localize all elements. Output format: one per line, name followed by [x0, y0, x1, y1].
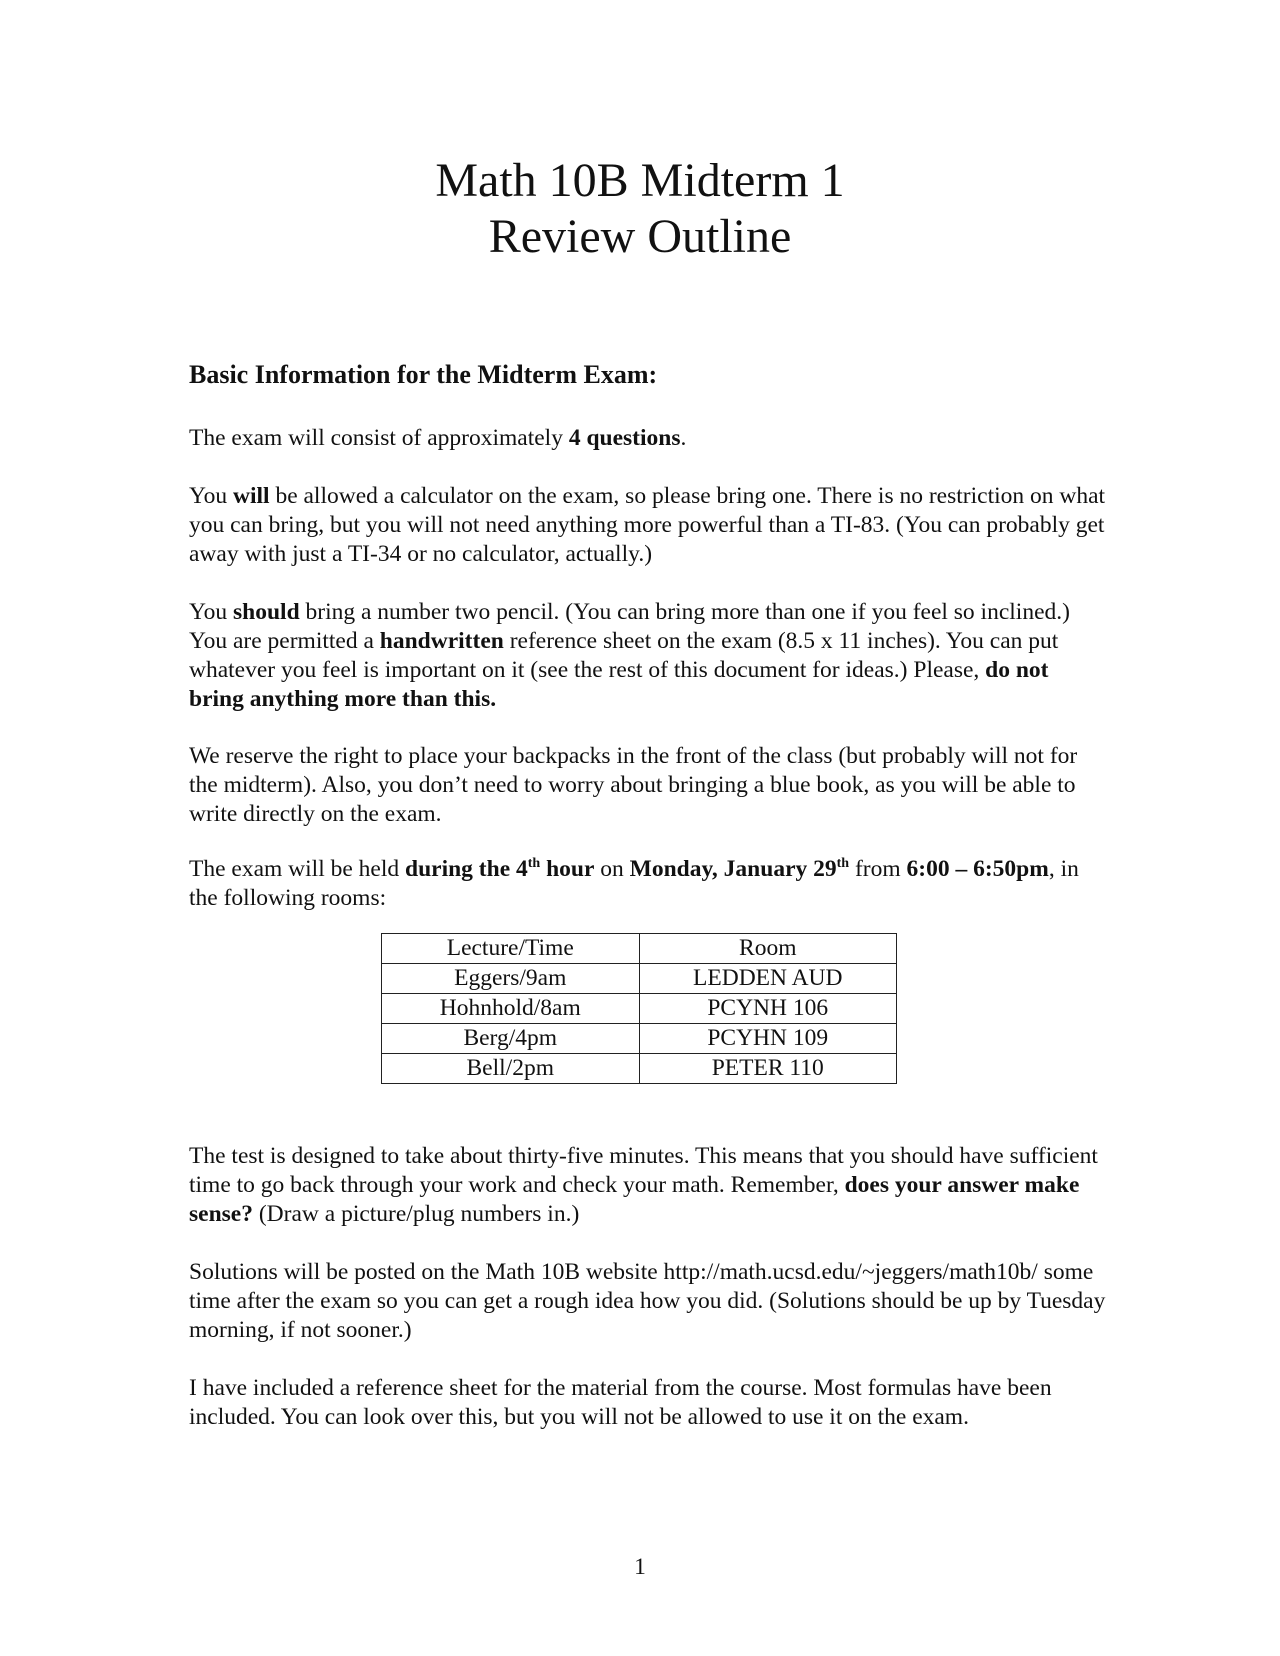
bold-run	[630, 856, 849, 882]
text-run: The test is designed to take about thirty-five minutes. This means that you should have sufficient time to go back through your work and check your math. Remember,	[189, 1143, 1098, 1198]
section-heading: Basic Information for the Midterm Exam:	[189, 360, 658, 389]
table-cell-lecture: Bell/2pm	[382, 1054, 640, 1084]
column-header-room: Room	[639, 934, 897, 964]
text-run: The exam will be held	[189, 856, 405, 882]
bold-run: 6:00 – 6:50pm	[906, 856, 1049, 882]
table-cell-room: PETER 110	[639, 1054, 897, 1084]
bold-run: should	[233, 599, 300, 625]
paragraph-solutions: Solutions will be posted on the Math 10B website http://math.ucsd.edu/~jeggers/math10b/ some time after the exam so you can get a rough idea how you did. (Solutions should be up by Tuesday morning, if not sooner.)	[189, 1259, 1106, 1343]
text-run: bring a number two pencil. (You can bring more than one if you feel so inclined.) You are permitted a	[189, 599, 1070, 654]
table-header-row	[382, 934, 897, 964]
text-run: hour	[540, 856, 595, 882]
table-row	[382, 1054, 897, 1084]
text-run: on	[594, 856, 630, 882]
table-row	[382, 994, 897, 1024]
table-row	[382, 964, 897, 994]
text-run: You	[189, 483, 233, 509]
paragraph-test-duration	[189, 1142, 1109, 1229]
table-cell-room: PCYNH 106	[639, 994, 897, 1024]
table-cell-lecture: Eggers/9am	[382, 964, 640, 994]
bold-run	[405, 856, 594, 882]
paragraph-reference-sheet: I have included a reference sheet for the material from the course. Most formulas have been included. You can look over this, but you will not be allowed to use it on the exam.	[189, 1375, 1052, 1430]
table-cell-lecture: Hohnhold/8am	[382, 994, 640, 1024]
text-run: You	[189, 599, 233, 625]
paragraph-calculator	[189, 482, 1109, 569]
rooms-table	[381, 933, 897, 1084]
text-run: (Draw a picture/plug numbers in.)	[252, 1201, 580, 1227]
text-run: during the 4	[405, 856, 528, 882]
document-title-line1: Math 10B Midterm 1	[435, 154, 845, 207]
text-run: reference sheet on the exam (8.5 x 11 inches). You can put whatever you feel is important on it (see the rest of this document for ideas.) Please,	[189, 628, 1059, 683]
paragraph-question-count	[189, 424, 1109, 453]
bold-run: does your answer make sense?	[189, 1172, 1080, 1227]
column-header-lecture: Lecture/Time	[382, 934, 640, 964]
superscript: th	[836, 856, 850, 872]
table-row	[382, 1024, 897, 1054]
text-run: .	[680, 425, 687, 451]
bold-run: handwritten	[379, 628, 504, 654]
paragraph-exam-time	[189, 855, 1109, 913]
text-run: , in the following rooms:	[189, 856, 1079, 911]
text-run: be allowed a calculator on the exam, so please bring one. There is no restriction on what you can bring, but you will not need anything more powerful than a TI-83. (You can probably get away with just a TI-34 or no calculator, actually.)	[189, 483, 1106, 567]
paragraph-backpacks: We reserve the right to place your backpacks in the front of the class (but probably will not for the midterm). Also, you don’t need to worry about bringing a blue book, as you will be able to write directly on the exam.	[189, 743, 1078, 827]
text-run: from	[849, 856, 907, 882]
paragraph-pencil-reference-sheet	[189, 598, 1109, 714]
bold-run: will	[233, 483, 270, 509]
text-run: Monday, January 29	[629, 856, 837, 882]
page-number: 1	[634, 1554, 646, 1580]
text-run: The exam will consist of approximately	[189, 425, 569, 451]
table-cell-lecture: Berg/4pm	[382, 1024, 640, 1054]
superscript: th	[527, 856, 541, 872]
table-cell-room: PCYHN 109	[639, 1024, 897, 1054]
document-title-line2: Review Outline	[488, 210, 792, 263]
bold-run: 4 questions	[568, 425, 681, 451]
bold-run: do not bring anything more than this.	[189, 657, 1049, 712]
table-cell-room: LEDDEN AUD	[639, 964, 897, 994]
